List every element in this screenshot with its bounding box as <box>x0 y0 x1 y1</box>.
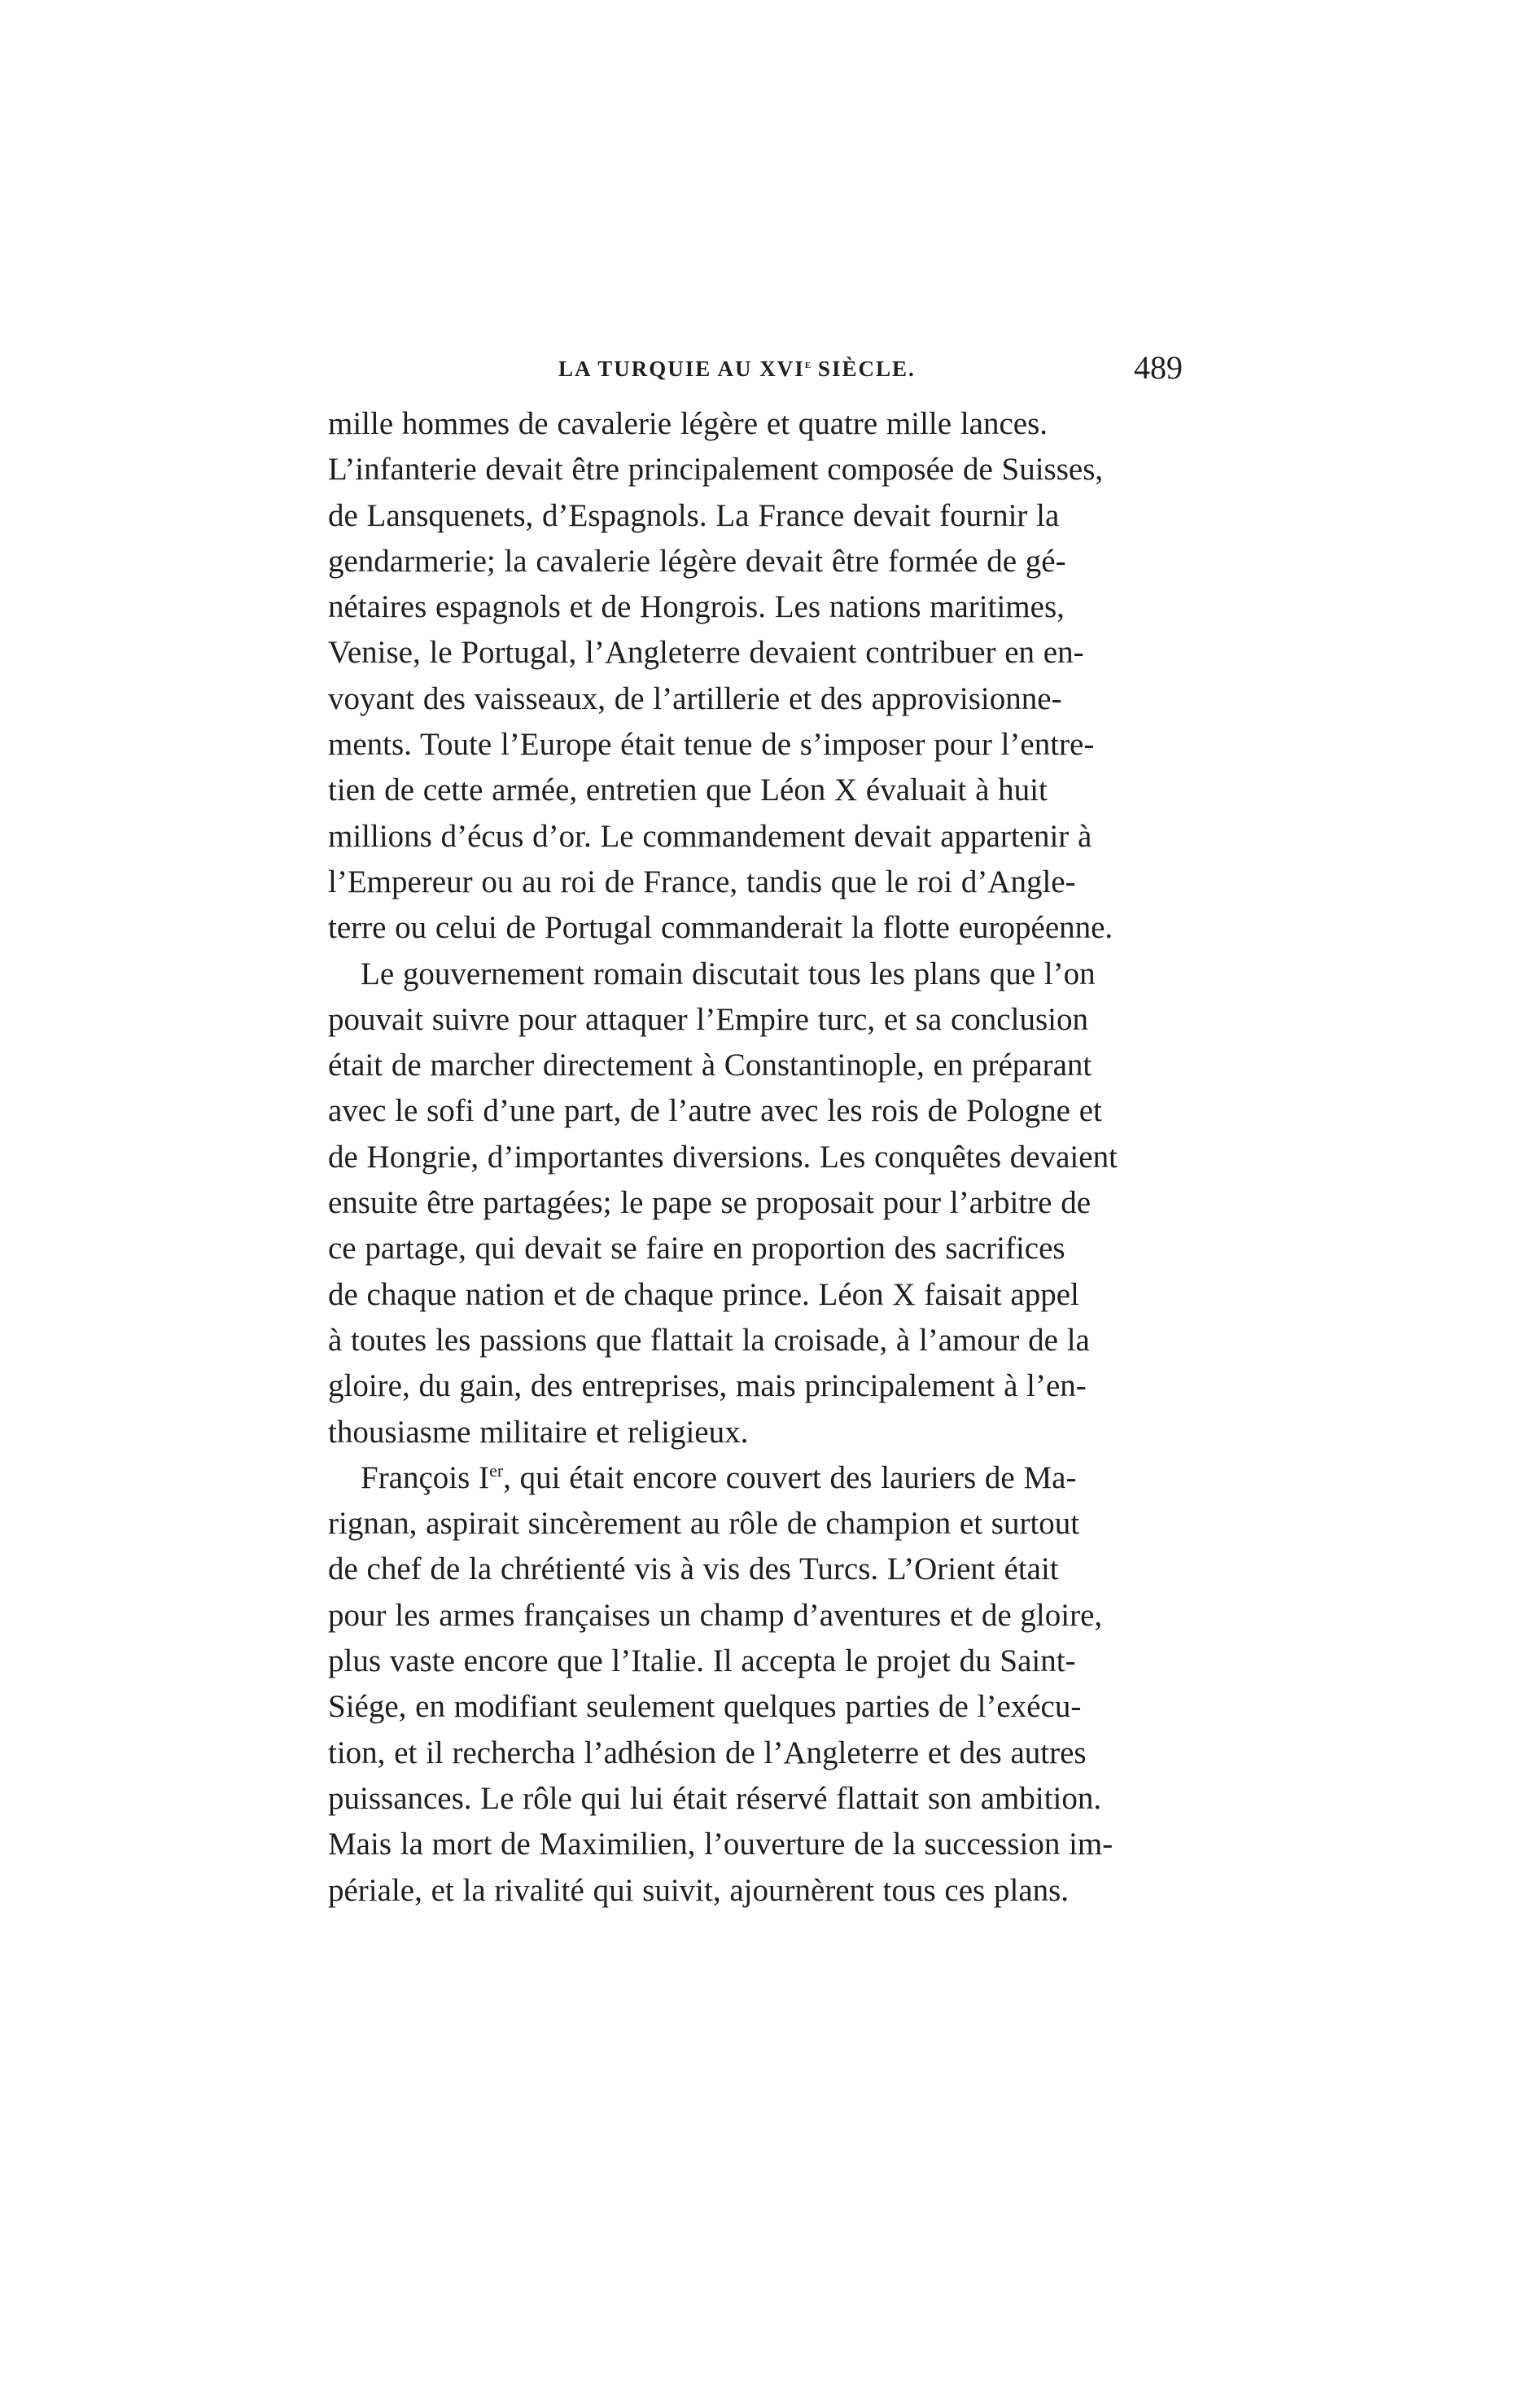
paragraph-3-lead: François I <box>361 1459 490 1495</box>
paragraph-1: mille hommes de cavalerie légère et quatre mille lances. L’infanterie devait être principalement composée de Suisses, de Lansquenets, d’Espagnols. La France devait fournir la gendarmerie; la cavalerie légère devait être formée de gé- nétaires espagnols et de Hongrois. Les nations maritimes, Venise, le Portugal, l’Angleterre devaient contribuer en en- voyant des vaisseaux, de l’artillerie et des approvisionne- ments. Toute l’Europe était tenue de s’imposer pour l’entre- tien de cette armée, entretien que Léon X évaluait à huit millions d’écus d’or. Le commandement devait appartenir à l’Empereur ou au roi de France, tandis que le roi d’Angle- terre ou celui de Portugal commanderait la flotte européenne. <box>328 406 1113 946</box>
paragraph-3-text: , qui était encore couvert des lauriers de Ma- rignan, aspirait sincèrement au rôle de champion et surtout de chef de la chrétienté vis à vis des Turcs. L’Orient était pour les armes françaises un champ d’aventures et de gloire, plus vaste encore que l’Italie. Il accepta le projet du Saint- Siége, en modifiant seulement quelques parties de l’exécu- tion, et il rechercha l’adhésion de l’Angleterre et des autres puissances. Le rôle qui lui était réservé flattait son ambition. Mais la mort de Maximilien, l’ouverture de la succession im- périale, et la rivalité qui suivit, ajournèrent tous ces plans. <box>328 1459 1113 1908</box>
page-number: 489 <box>1134 349 1183 386</box>
running-title-text: LA TURQUIE AU XVI <box>558 357 805 381</box>
running-title-superscript: e <box>804 357 812 371</box>
paragraph-2: Le gouvernement romain discutait tous les plans que l’on pouvait suivre pour attaquer l’Empire turc, et sa conclusion était de marcher directement à Constantinople, en préparant avec le sofi d’une part, de l’autre avec les rois de Pologne et de Hongrie, d’importantes diversions. Les conquêtes devaient ensuite être partagées; le pape se proposait pour l’arbitre de ce partage, qui devait se faire en proportion des sacrifices de chaque nation et de chaque prince. Léon X faisait appel à toutes les passions que flattait la croisade, à l’amour de la gloire, du gain, des entreprises, mais principalement à l’en- thousiasme militaire et religieux. <box>328 956 1118 1450</box>
body-text <box>328 401 1183 1914</box>
running-title-suffix: SIÈCLE. <box>811 357 916 381</box>
paragraph-3-superscript: er <box>489 1459 504 1481</box>
running-title <box>558 357 916 382</box>
page-header <box>328 347 1183 392</box>
paragraph-3 <box>328 1455 1183 1914</box>
